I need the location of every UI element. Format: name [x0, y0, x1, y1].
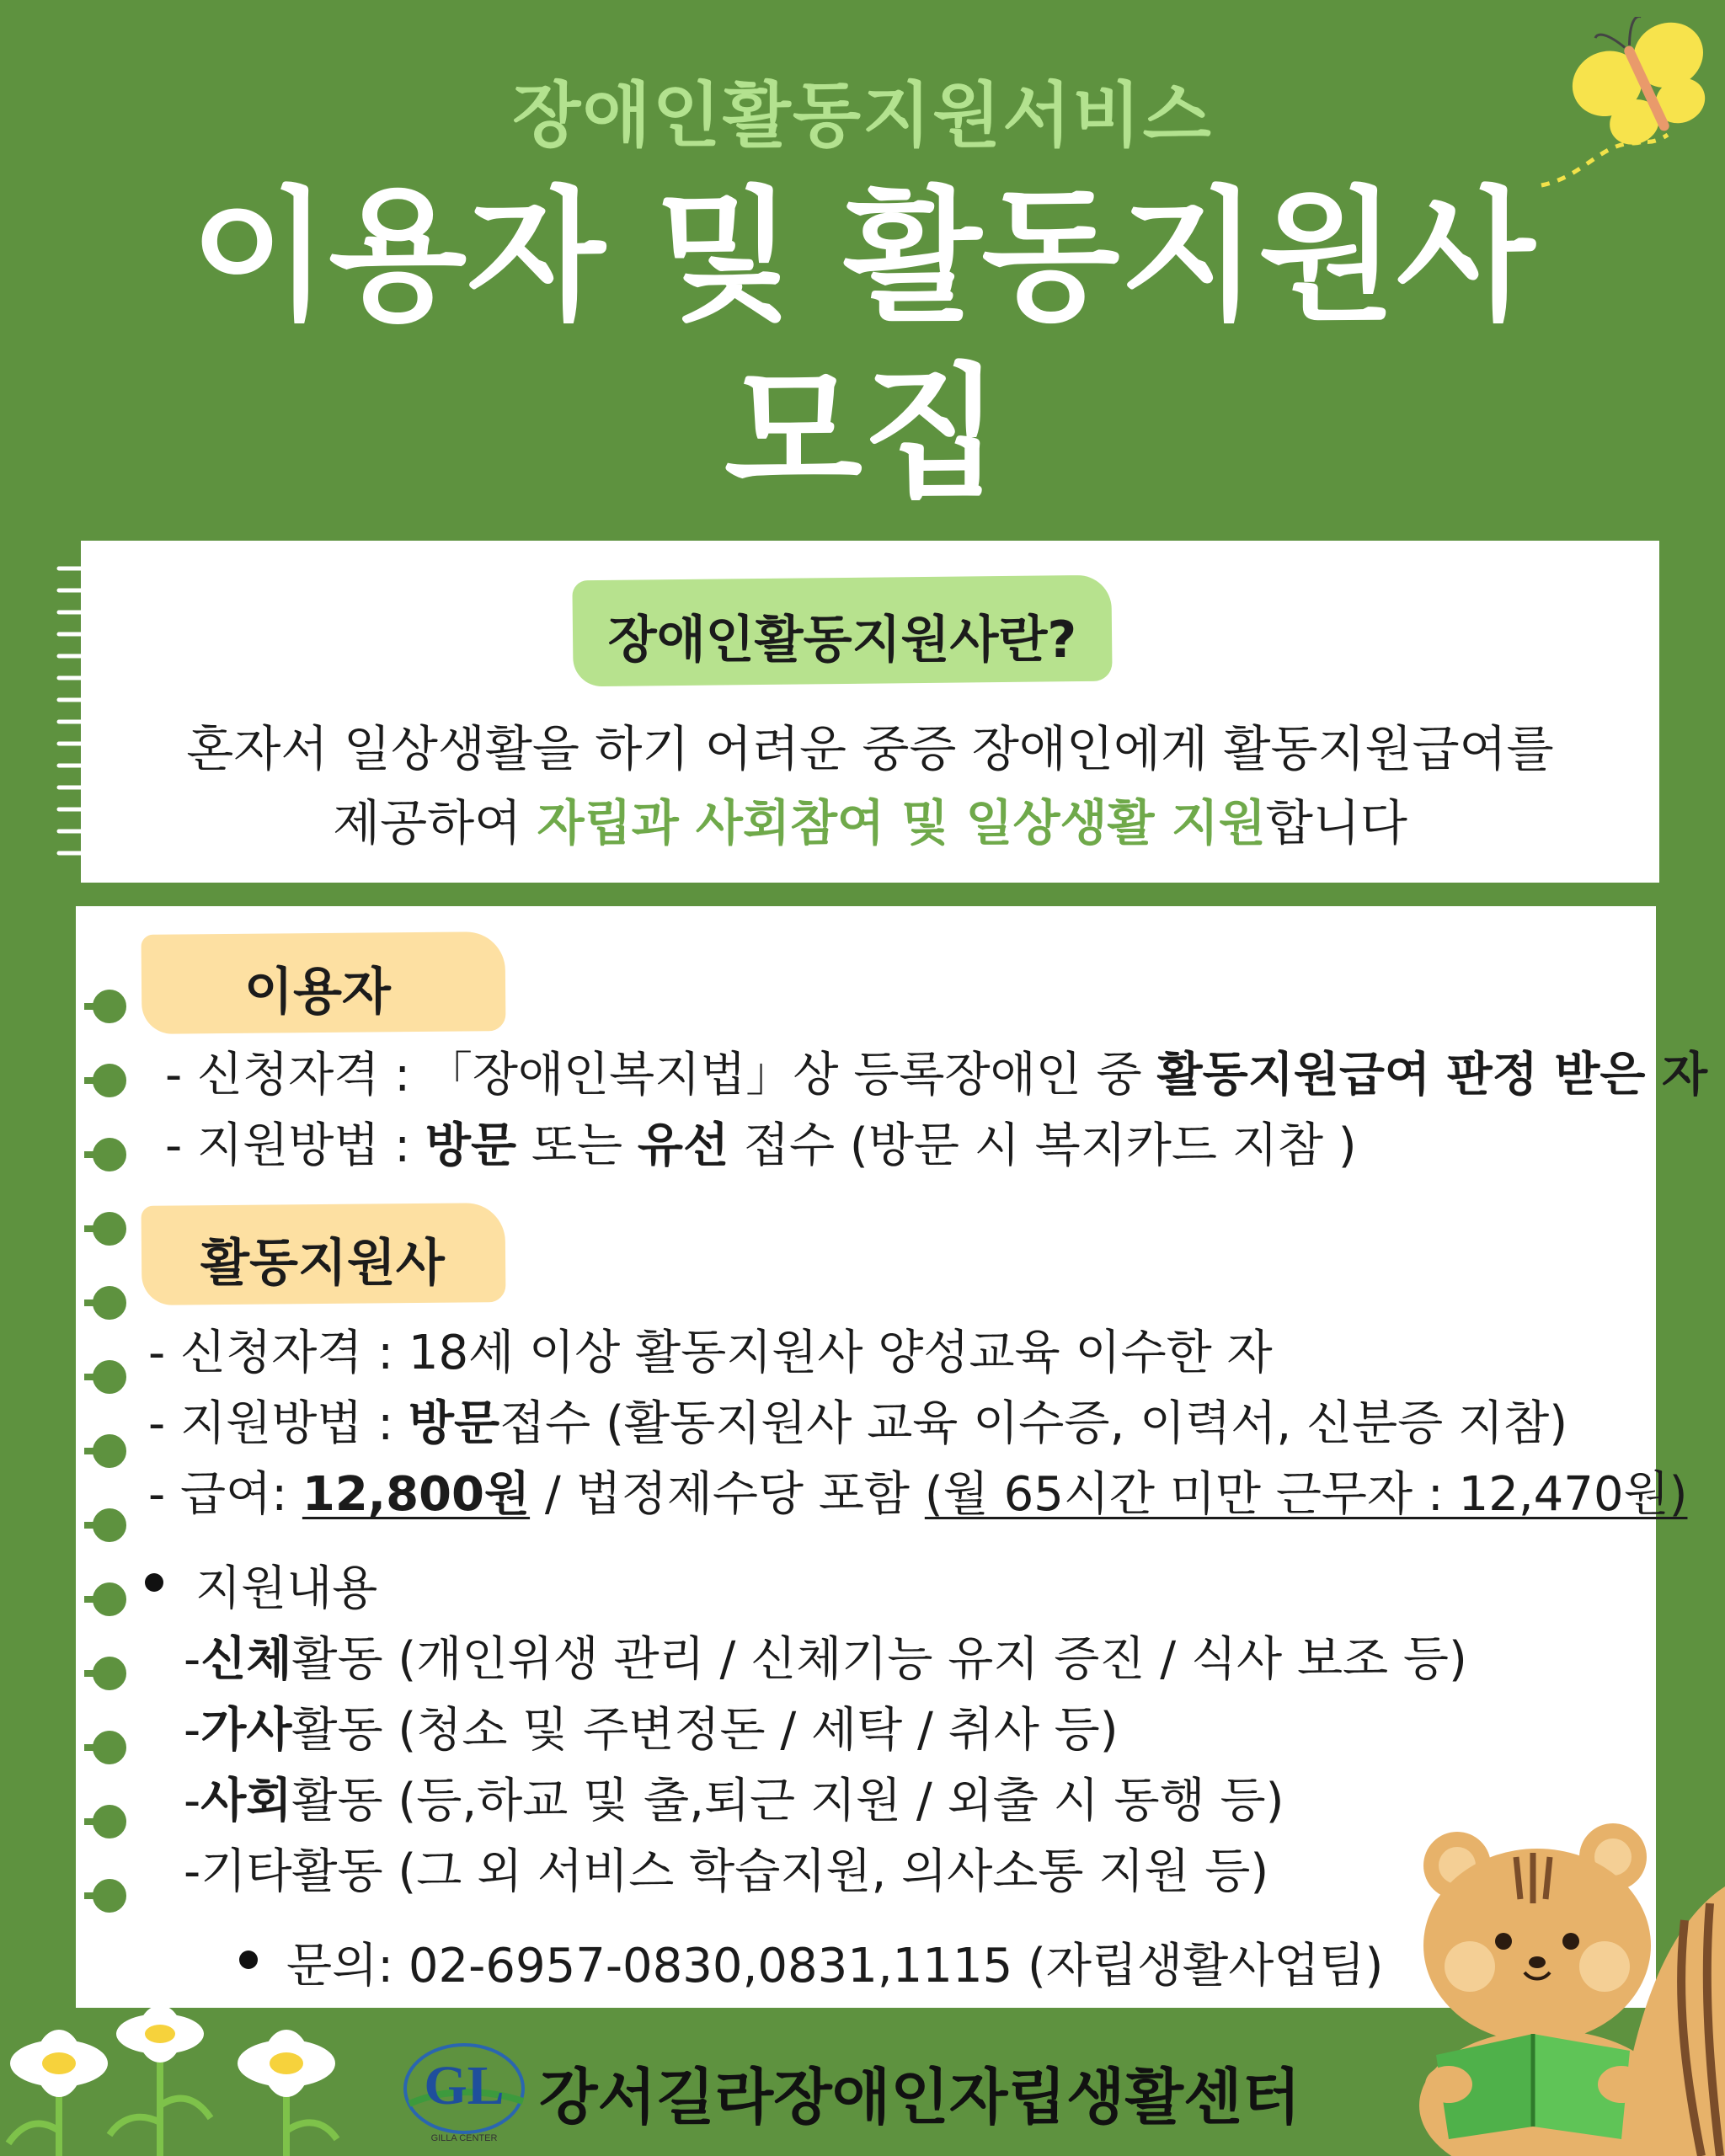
page-title-line1: 이용자 및 활동지원사 [190, 173, 1535, 340]
notebook-ticks [56, 560, 84, 863]
logo-icon [401, 2038, 527, 2148]
question-heading: 장애인활동지원사란? [607, 611, 1077, 670]
support-heading: 지원내용 [195, 1561, 378, 1616]
notebook-rings [84, 981, 135, 1933]
intro-highlight: 자립과 사회참여 및 일상생활 지원 [537, 794, 1266, 851]
support-item: -사회활동 (등,하교 및 출,퇴근 지원 / 외출 시 동행 등) [184, 1774, 1284, 1828]
contact-info: 문의: 02-6957-0830,0831,1115 (자립생활사업팀) [286, 1939, 1384, 1993]
bullet-icon [145, 1573, 163, 1592]
svg-text:GILLA CENTER: GILLA CENTER [430, 2133, 498, 2143]
flower-icon [0, 2004, 354, 2156]
pay-note: (월 65시간 미만 근무자 : 12,470원) [924, 1467, 1688, 1522]
user-eligibility: - 신청자격 : 「장애인복지법」상 등록장애인 중 활동지원급여 판정 받은 자 [165, 1048, 1708, 1102]
page-title-line2: 모집 [724, 350, 1001, 517]
bullet-icon [239, 1951, 258, 1969]
pay-amount: 12,800원 [302, 1467, 531, 1522]
butterfly-icon [1508, 17, 1725, 194]
helper-method: - 지원방법 : 방문접수 (활동지원사 교육 이수증, 이력서, 신분증 지참) [148, 1396, 1568, 1451]
subtitle: 장애인활동지원서비스 [512, 74, 1213, 157]
support-item: -기타활동 (그 외 서비스 학습지원, 의사소통 지원 등) [184, 1844, 1269, 1899]
intro-line1: 혼자서 일상생활을 하기 어려운 중증 장애인에게 활동지원급여를 [186, 720, 1554, 777]
helper-eligibility: - 신청자격 : 18세 이상 활동지원사 양성교육 이수한 자 [148, 1326, 1273, 1380]
squirrel-icon [1407, 1794, 1725, 2156]
user-method: - 지원방법 : 방문 또는 유선 접수 (방문 시 복지카드 지참 ) [165, 1118, 1357, 1173]
organization-name: 강서길라장애인자립생활센터 [539, 2062, 1301, 2132]
user-tag: 이용자 [244, 963, 391, 1022]
intro-line2: 제공하여 자립과 사회참여 및 일상생활 지원합니다 [333, 794, 1407, 851]
support-item: -가사활동 (청소 및 주변정돈 / 세탁 / 취사 등) [184, 1703, 1119, 1758]
svg-text:GL: GL [424, 2055, 505, 2116]
helper-pay: - 급여: 12,800원 / 법정제수당 포함 (월 65시간 미만 근무자 : 12,470원) [148, 1467, 1688, 1522]
support-item: -신체활동 (개인위생 관리 / 신체기능 유지 증진 / 식사 보조 등) [184, 1632, 1467, 1687]
helper-tag: 활동지원사 [200, 1234, 445, 1293]
